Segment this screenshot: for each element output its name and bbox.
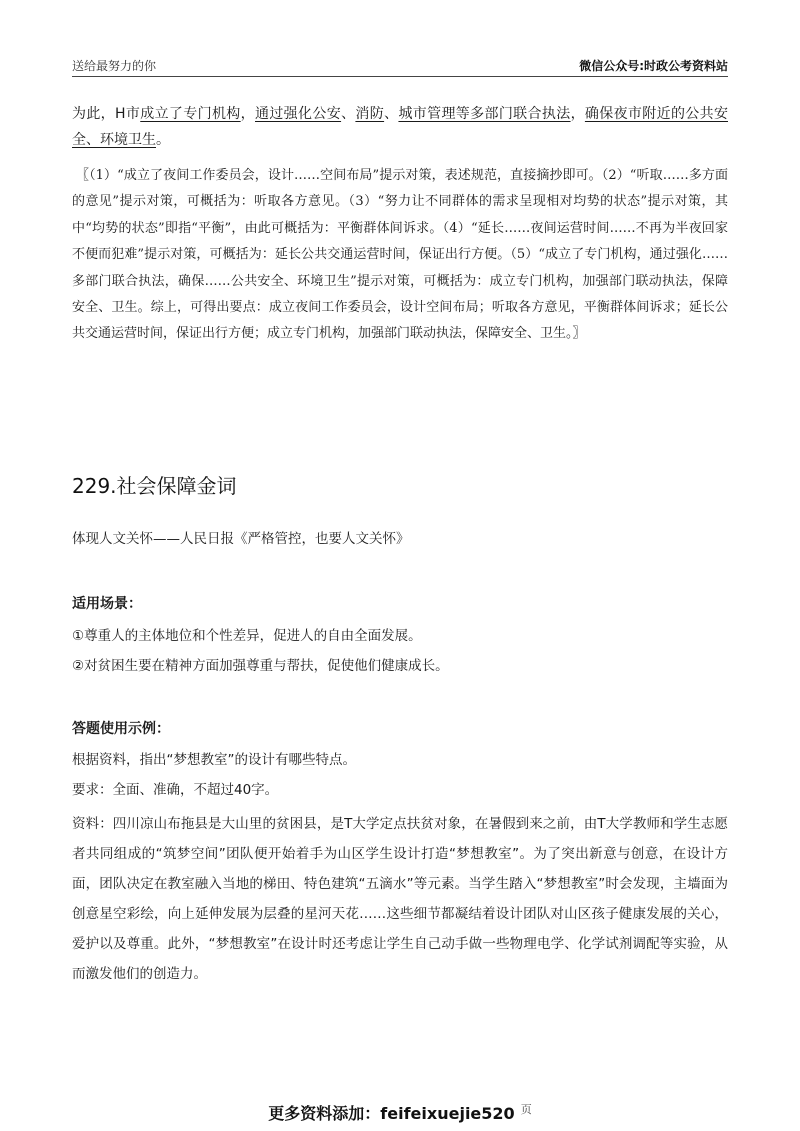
quote-source: 体现人文关怀——人民日报《严格管控，也要人文关怀》 [72,531,410,547]
intro-paragraph [72,101,728,153]
header-right-text: 微信公众号:时政公考资料站 [579,59,728,73]
section-title: 229.社会保障金词 [72,474,237,498]
intro-text: 为此，H市 [72,106,141,122]
header-left-text: 送给最努力的你 [72,59,157,73]
intro-text: ， [240,106,255,122]
question-text: 根据资料，指出“梦想教室”的设计有哪些特点。 [72,752,356,768]
intro-text: 。 [156,132,170,148]
scene-item: ②对贫困生要在精神方面加强尊重与帮扶，促使他们健康成长。 [72,658,449,674]
intro-underlined-phrase: 通过强化公安 [255,106,342,122]
scene-heading: 适用场景： [72,596,142,612]
footer [0,1101,800,1124]
analysis-paragraph: 〖（1）“成立了夜间工作委员会，设计……空间布局”提示对策，表述规范，直接摘抄即可。（2）“听取……多方面的意见”提示对策，可概括为：听取各方意见。（3）“努力让不同群体的需求呈现相对均势的状态”提示对策，其中“均势的状态”即指“平衡”，由此可概括为：平衡群体间诉求。（4）“延长……夜间运营时间……不再为半夜回家不便而犯难”提示对策，可概括为：延长公共交通运营时间，保证出行方便。（5）“成立了专门机构，通过强化……多部门联合执法，确保……公共安全、环境卫生”提示对策，可概括为：成立专门机构，加强部门联动执法，保障安全、卫生。综上，可得出要点：成立夜间工作委员会，设计空间布局；听取各方意见，平衡群体间诉求；延长公共交通运营时间，保证出行方便；成立专门机构，加强部门联动执法，保障安全、卫生。〗 [72,168,728,342]
intro-text: 、 [384,106,399,122]
intro-text: 、 [341,106,356,122]
intro-underlined-phrase: 城市管理等多部门联合执法 [398,106,571,122]
material-paragraph: 资料：四川凉山布拖县是大山里的贫困县，是T大学定点扶贫对象，在暑假到来之前，由T大学教师和学生志愿者共同组成的“筑梦空间”团队便开始着手为山区学生设计打造“梦想教室”。为了突出新意与创意，在设计方面，团队决定在教室融入当地的梯田、特色建筑“五滴水”等元素。当学生踏入“梦想教室”时会发现，主墙面为创意星空彩绘，向上延伸发展为层叠的星河天花……这些细节都凝结着设计团队对山区孩子健康发展的关心，爱护以及尊重。此外，“梦想教室”在设计时还考虑让学生自己动手做一些物理电学、化学试剂调配等实验，从而激发他们的创造力。 [72,816,728,982]
example-heading: 答题使用示例： [72,721,170,737]
page-mark: 页 [520,1103,532,1116]
scene-item: ①尊重人的主体地位和个性差异，促进人的自由全面发展。 [72,628,422,644]
intro-underlined-phrase: 消防 [355,106,385,122]
header-divider [72,76,728,77]
intro-text: ， [570,106,585,122]
footer-text: 更多资料添加：feifeixuejie520 [268,1104,515,1123]
requirement-text: 要求：全面、准确，不超过40字。 [72,782,279,798]
intro-underlined-phrase: 成立了专门机构 [140,106,241,122]
intro-underlined-phrase: 确保夜市附近的公共安全、环境卫生 [72,106,728,148]
